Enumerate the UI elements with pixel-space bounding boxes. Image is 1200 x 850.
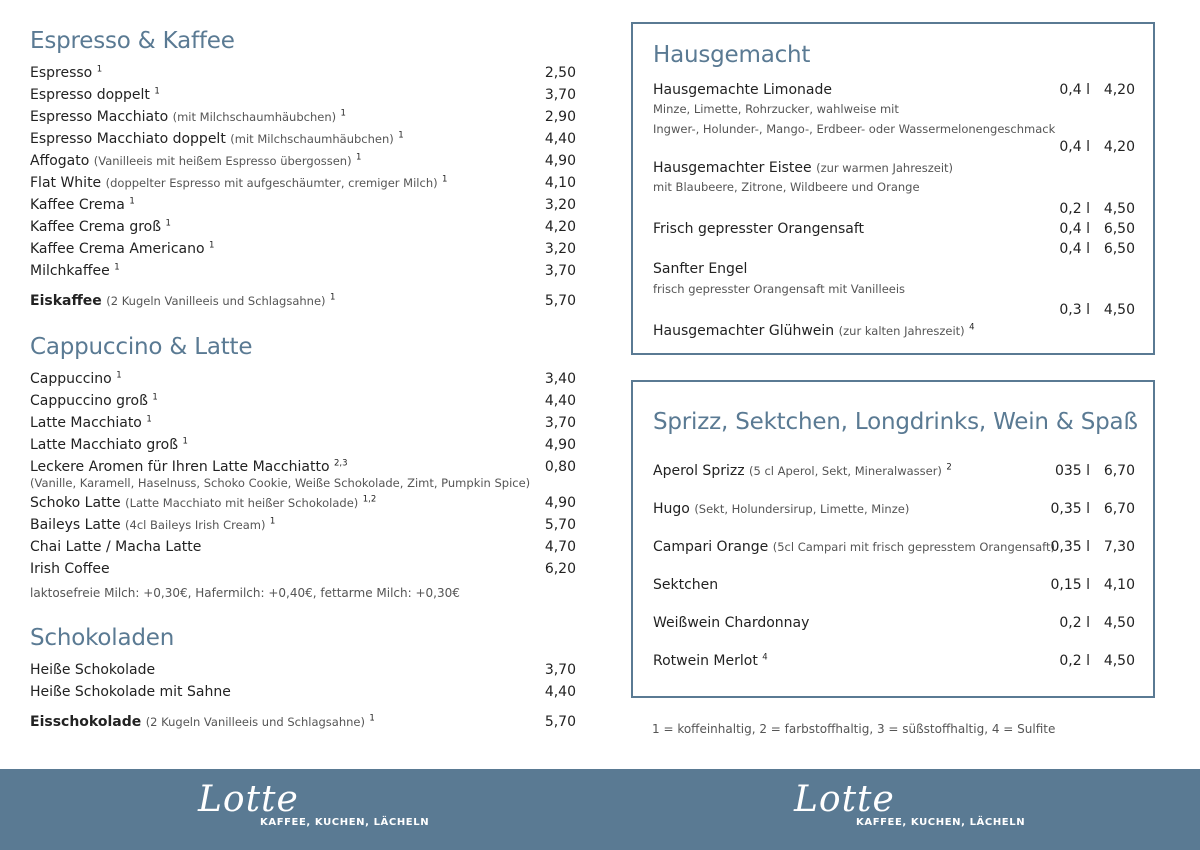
item-volume: 0,35 l — [1050, 539, 1090, 555]
menu-item — [30, 390, 576, 412]
menu-item — [653, 537, 1135, 557]
menu-item — [653, 651, 1135, 671]
menu-item — [653, 575, 1135, 595]
item-price: 6,20 — [544, 561, 576, 577]
item-note: (mit Milchschaumhäubchen) — [172, 110, 337, 124]
menu-item — [30, 128, 576, 150]
item-name: Leckere Aromen für Ihren Latte Macchiatto — [30, 459, 330, 475]
item-allergen-sup: 1 — [340, 108, 346, 119]
item-price: 7,30 — [1103, 539, 1135, 555]
item-allergen-sup: 1 — [154, 86, 160, 97]
item-name: Rotwein Merlot — [653, 653, 758, 669]
item-name: Flat White — [30, 175, 102, 191]
item-price: 4,20 — [544, 219, 576, 235]
menu-item — [30, 659, 576, 681]
item-name: Espresso Macchiato doppelt — [30, 131, 226, 147]
menu-item-eistee: Hausgemachter Eistee (zur warmen Jahreszeit) — [653, 160, 954, 176]
item-note: (Sekt, Holundersirup, Limette, Minze) — [694, 502, 910, 516]
item-note: (doppelter Espresso mit aufgeschäumter, cremiger Milch) — [105, 176, 438, 190]
item-allergen-sup: 4 — [762, 652, 768, 663]
item-allergen-sup: 1 — [208, 240, 215, 251]
item-note: (2 Kugeln Vanilleeis und Schlagsahne) — [145, 715, 365, 729]
item-allergen-sup: 1 — [398, 130, 404, 141]
item-volume: 0,2 l — [1059, 615, 1090, 631]
item-price: 4,90 — [544, 437, 576, 453]
footer-bar — [0, 769, 1200, 850]
limonade-row-2: 0,4 l 4,20 — [1059, 139, 1135, 155]
item-name: Espresso Macchiato — [30, 109, 169, 125]
aromen-subline: (Vanille, Karamell, Haselnuss, Schoko Cookie, Weiße Schokolade, Zimt, Pumpkin Spice) — [30, 476, 531, 490]
menu-item — [30, 62, 576, 84]
menu-item — [30, 260, 576, 282]
item-allergen-sup: 2,3 — [333, 458, 348, 469]
section-title-sprizz: Sprizz, Sektchen, Longdrinks, Wein & Spaß — [653, 409, 1138, 435]
logo-script-text: Lotte — [198, 779, 299, 820]
item-price: 3,40 — [544, 371, 576, 387]
item-allergen-sup: 1 — [329, 292, 336, 303]
menu-item — [30, 84, 576, 106]
item-allergen-sup: 1 — [182, 436, 188, 447]
item-note: (Vanilleeis mit heißem Espresso übergossen) — [93, 154, 352, 168]
item-price: 4,40 — [544, 684, 576, 700]
item-allergen-sup: 1 — [269, 516, 276, 527]
item-name: Espresso doppelt — [30, 87, 150, 103]
item-note: (5cl Campari mit frisch gepresstem Orangensaft) — [772, 540, 1056, 554]
item-name: Affogato — [30, 153, 90, 169]
menu-item — [30, 106, 576, 128]
menu-item — [30, 434, 576, 456]
menu-item — [30, 238, 576, 260]
section-title-espresso: Espresso & Kaffee — [30, 28, 235, 54]
item-allergen-sup: 1 — [152, 392, 158, 403]
menu-item — [30, 681, 576, 703]
item-price: 4,50 — [1103, 615, 1135, 631]
eistee-subline: mit Blaubeere, Zitrone, Wildbeere und Orange — [653, 180, 920, 194]
orange-row-1: 0,2 l 4,50 — [1059, 201, 1135, 217]
item-note: (mit Milchschaumhäubchen) — [230, 132, 394, 146]
item-price: 4,40 — [544, 393, 576, 409]
item-name: Campari Orange — [653, 539, 769, 555]
item-price: 4,90 — [544, 153, 576, 169]
item-name: Heiße Schokolade mit Sahne — [30, 684, 231, 700]
menu-item — [30, 150, 576, 172]
menu-item — [30, 194, 576, 216]
item-name: Baileys Latte — [30, 517, 121, 533]
item-allergen-sup: 2 — [946, 462, 952, 473]
menu-item — [30, 290, 576, 312]
item-price: 2,50 — [544, 65, 576, 81]
engel-subline: frisch gepresster Orangensaft mit Vanilleeis — [653, 282, 906, 296]
item-name: Milchkaffee — [30, 263, 110, 279]
item-name: Hugo — [653, 501, 690, 517]
item-name: Schoko Latte — [30, 495, 121, 511]
item-price: 4,70 — [544, 539, 576, 555]
menu-item — [30, 492, 576, 514]
item-volume: 035 l — [1054, 463, 1090, 479]
item-name: Weißwein Chardonnay — [653, 615, 810, 631]
orange-row-3: 0,4 l 6,50 — [1059, 241, 1135, 257]
item-name: Cappuccino — [30, 371, 112, 387]
menu-item — [30, 216, 576, 238]
item-note: (5 cl Aperol, Sekt, Mineralwasser) — [749, 464, 942, 478]
item-name: Espresso — [30, 65, 93, 81]
item-note: (Latte Macchiato mit heißer Schokolade) — [125, 496, 359, 510]
item-allergen-sup: 1,2 — [362, 494, 377, 505]
item-allergen-sup: 1 — [165, 218, 171, 229]
item-allergen-sup: 1 — [442, 174, 448, 185]
item-name: Irish Coffee — [30, 561, 110, 577]
menu-item — [30, 514, 576, 536]
item-price: 6,70 — [1103, 501, 1135, 517]
item-price: 5,70 — [544, 517, 576, 533]
section-title-schokoladen: Schokoladen — [30, 625, 175, 651]
item-name: Cappuccino groß — [30, 393, 148, 409]
engel-row: 0,3 l 4,50 — [1059, 302, 1135, 318]
menu-item — [30, 172, 576, 194]
item-name: Aperol Sprizz — [653, 463, 745, 479]
item-allergen-sup: 1 — [96, 64, 103, 75]
logo-left — [198, 779, 428, 839]
item-price: 4,40 — [544, 131, 576, 147]
item-price: 4,90 — [544, 495, 576, 511]
logo-tagline: KAFFEE, KUCHEN, LÄCHELN — [856, 817, 1026, 828]
item-allergen-sup: 1 — [369, 713, 375, 724]
item-name: Chai Latte / Macha Latte — [30, 539, 202, 555]
menu-item — [653, 613, 1135, 633]
menu-item — [30, 536, 576, 558]
limonade-subline-1: Minze, Limette, Rohrzucker, wahlweise mit — [653, 102, 899, 116]
item-allergen-sup: 1 — [114, 262, 120, 273]
item-price: 4,10 — [1103, 577, 1135, 593]
menu-item — [30, 711, 576, 733]
item-volume: 0,35 l — [1050, 501, 1090, 517]
item-allergen-sup: 1 — [146, 414, 152, 425]
limonade-subline-2: Ingwer-, Holunder-, Mango-, Erdbeer- oder Wassermelonengeschmack — [653, 122, 1056, 136]
menu-item — [653, 499, 1135, 519]
logo-tagline: KAFFEE, KUCHEN, LÄCHELN — [260, 817, 430, 828]
item-price: 3,70 — [544, 662, 576, 678]
menu-item — [30, 558, 576, 580]
item-name: Kaffee Crema — [30, 197, 125, 213]
item-note: (4cl Baileys Irish Cream) — [125, 518, 266, 532]
item-name: Heiße Schokolade — [30, 662, 156, 678]
item-name: Kaffee Crema Americano — [30, 241, 205, 257]
item-price: 6,70 — [1103, 463, 1135, 479]
item-name: Latte Macchiato groß — [30, 437, 179, 453]
menu-item — [653, 461, 1135, 481]
item-name: Eisschokolade — [30, 714, 142, 730]
item-name: Sektchen — [653, 577, 719, 593]
menu-item — [30, 456, 576, 478]
milk-note: laktosefreie Milch: +0,30€, Hafermilch: +0,40€, fettarme Milch: +0,30€ — [30, 586, 460, 600]
item-price: 4,50 — [1103, 653, 1135, 669]
item-note: (2 Kugeln Vanilleeis und Schlagsahne) — [106, 294, 326, 308]
item-price: 3,70 — [544, 87, 576, 103]
section-title-cappuccino: Cappuccino & Latte — [30, 334, 253, 360]
item-price: 3,70 — [544, 415, 576, 431]
menu-item-limonade: Hausgemachte Limonade 0,4 l 4,20 — [653, 82, 1135, 98]
item-price: 3,20 — [544, 241, 576, 257]
item-price: 3,20 — [544, 197, 576, 213]
menu-item-gluehwein: Hausgemachter Glühwein (zur kalten Jahreszeit) $^4$ — [653, 322, 975, 339]
item-volume: 0,15 l — [1050, 577, 1090, 593]
item-name: Kaffee Crema groß — [30, 219, 162, 235]
sprizz-box — [631, 380, 1155, 698]
item-allergen-sup: 1 — [116, 370, 122, 381]
menu-item — [30, 412, 576, 434]
menu-item-orangensaft: Frisch gepresster Orangensaft 0,4 l 6,50 — [653, 221, 1135, 237]
item-price: 0,80 — [544, 459, 576, 475]
item-volume: 0,2 l — [1059, 653, 1090, 669]
item-price: 5,70 — [544, 714, 576, 730]
logo-right — [794, 779, 1024, 839]
hausgemacht-box — [631, 22, 1155, 355]
logo-script-text: Lotte — [794, 779, 895, 820]
allergen-footnote: 1 = koffeinhaltig, 2 = farbstoffhaltig, 3 = süßstoffhaltig, 4 = Sulfite — [652, 722, 1056, 736]
item-price: 2,90 — [544, 109, 576, 125]
section-title-hausgemacht: Hausgemacht — [653, 42, 811, 68]
item-allergen-sup: 1 — [356, 152, 362, 163]
item-name: Latte Macchiato — [30, 415, 142, 431]
item-price: 3,70 — [544, 263, 576, 279]
item-name: Eiskaffee — [30, 293, 102, 309]
menu-item — [30, 368, 576, 390]
item-price: 4,10 — [544, 175, 576, 191]
item-allergen-sup: 1 — [129, 196, 135, 207]
menu-item-sanfter-engel: Sanfter Engel — [653, 261, 748, 277]
item-price: 5,70 — [544, 293, 576, 309]
